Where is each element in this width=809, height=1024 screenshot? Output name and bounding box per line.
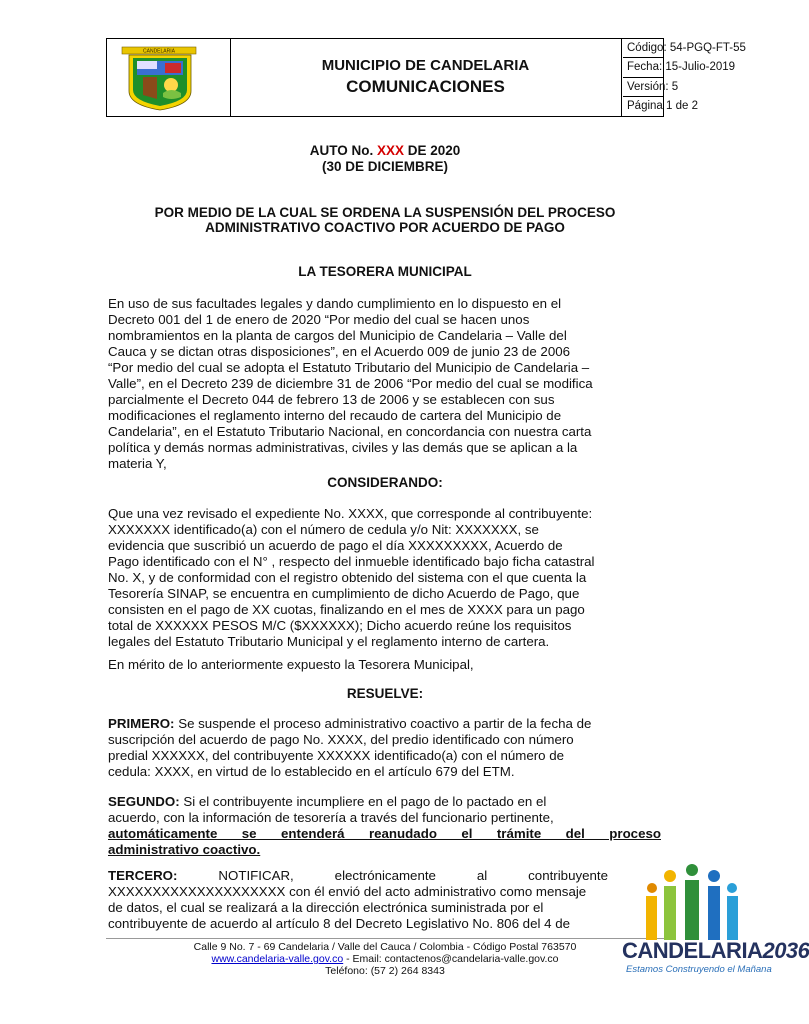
considerando-paragraph xyxy=(108,506,661,650)
intro-line: “Por medio del cual se adopta el Estatuto Tributario del Municipio de Candelaria – xyxy=(108,360,590,375)
article-line: XXXXXXXXXXXXXXXXXXXX con él envió del acto administrativo como mensaje xyxy=(108,884,587,899)
segundo-emphasis-1: automáticamente se entenderá reanudado el trámite del proceso xyxy=(108,826,661,841)
article-segundo xyxy=(108,794,661,858)
intro-line: política y demás normas administrativas, civiles y las demás que se aplican a la xyxy=(108,440,578,455)
website-link[interactable]: www.candelaria-valle.gov.co xyxy=(211,953,344,965)
intro-line: materia Y, xyxy=(108,456,167,471)
article-line: cedula: XXXX, en virtud de lo establecido en el artículo 679 del ETM. xyxy=(108,764,515,779)
intro-line: Decreto 001 del 1 de enero de 2020 “Por medio del cual se hacen unos xyxy=(108,312,530,327)
auto-number: XXX xyxy=(376,143,404,158)
considerando-line: Pago identificado con el N° , respecto del inmueble identificado bajo ficha catastral xyxy=(108,554,595,569)
doc-page: Página 1 de 2 xyxy=(627,99,698,112)
intro-line: parcialmente el Decreto 044 de febrero 13 de 2006 y se establecen con sus xyxy=(108,392,555,407)
article-line: de datos, el cual se realizará a la dirección electrónica suministrada por el xyxy=(108,900,544,915)
seal-ribbon-text: CANDELARIA xyxy=(143,48,175,55)
doc-date: Fecha: 15-Julio-2019 xyxy=(623,58,663,77)
org-name: MUNICIPIO DE CANDELARIA xyxy=(321,57,530,74)
considerando-line: No. X, y de conformidad con el registro obtenido del sistema con el que cuenta la xyxy=(108,570,587,585)
primero-label: PRIMERO: xyxy=(108,716,175,731)
intro-line: Candelaria”, en el Estatuto Tributario Nacional, en concordancia con nuestra carta xyxy=(108,424,592,439)
intro-line: modificaciones el reglamento interno del recaudo de cartera del Municipio de xyxy=(108,408,562,423)
doc-code: Código: 54-PGQ-FT-55 xyxy=(623,39,663,58)
considerando-line: XXXXXXX identificado(a) con el número de cedula y/o Nit: XXXXXXX, se xyxy=(108,522,539,537)
doc-version: Versión: 5 xyxy=(623,78,663,97)
considerando-line: total de XXXXXX PESOS M/C ($XXXXXX); Dicho acuerdo reúne los requisitos xyxy=(108,618,572,633)
municipal-seal-icon xyxy=(107,39,230,116)
merito-paragraph: En mérito de lo anteriormente expuesto la Tesorera Municipal, xyxy=(108,657,474,672)
intro-line: En uso de sus facultades legales y dando cumplimiento en lo dispuesto en el xyxy=(108,296,562,311)
footer-contact xyxy=(106,953,664,965)
intro-line: Cauca y se dictan otras disposiciones”, en el Acuerdo 009 de junio 23 de 2006 xyxy=(108,344,571,359)
tercero-label: TERCERO: xyxy=(108,868,178,883)
document-header xyxy=(106,38,746,117)
article-line: acuerdo, con la información de tesorería a través del funcionario pertinente, xyxy=(108,810,554,825)
footer-address: Calle 9 No. 7 - 69 Candelaria / Valle del Cauca / Colombia - Código Postal 763570 xyxy=(193,941,577,953)
intro-line: Valle”, en el Decreto 239 de diciembre 31 de 2006 “Por medio del cual se modifica xyxy=(108,376,593,391)
document-control-cell xyxy=(623,39,746,116)
brand-slogan: Estamos Construyendo el Mañana xyxy=(626,964,772,975)
considerando-line: Que una vez revisado el expediente No. XXXX, que corresponde al contribuyente: xyxy=(108,506,593,521)
candelaria-2036-logo xyxy=(622,862,809,1010)
article-primero xyxy=(108,716,661,780)
resuelve-heading: RESUELVE: xyxy=(346,686,424,701)
auto-title xyxy=(106,143,664,159)
segundo-label: SEGUNDO: xyxy=(108,794,180,809)
brand-year: 2036 xyxy=(762,938,809,963)
considerando-line: evidencia que suscribió un acuerdo de pago el día XXXXXXXXX, Acuerdo de xyxy=(108,538,563,553)
logo-cell xyxy=(107,39,231,116)
intro-line: nombramientos en la planta de cargos del Municipio de Candelaria – Valle del xyxy=(108,328,567,343)
auto-suffix: DE 2020 xyxy=(403,143,461,158)
article-line: predial XXXXXX, del contribuyente XXXXXX identificado(a) con el número de xyxy=(108,748,565,763)
people-figures-icon xyxy=(622,862,762,942)
footer-divider xyxy=(106,938,664,939)
considerando-line: legales del Estatuto Tributario Municipal y el reglamento interno de cartera. xyxy=(108,634,550,649)
considerando-line: Tesorería SINAP, se encuentra en cumplimiento de dicho Acuerdo de Pago, que xyxy=(108,586,580,601)
brand-name: CANDELARIA xyxy=(622,938,763,963)
article-line: Se suspende el proceso administrativo coactivo a partir de la fecha de xyxy=(174,716,592,731)
authority-heading: LA TESORERA MUNICIPAL xyxy=(298,264,472,279)
auto-date: (30 DE DICIEMBRE) xyxy=(321,159,448,174)
footer-email: - Email: contactenos@candelaria-valle.gov.co xyxy=(343,953,559,965)
header-title-cell xyxy=(230,39,622,116)
footer-phone: Teléfono: (57 2) 264 8343 xyxy=(325,965,445,977)
segundo-emphasis-2: administrativo coactivo. xyxy=(108,842,261,857)
org-department: COMUNICACIONES xyxy=(346,77,505,96)
auto-prefix: AUTO No. xyxy=(309,143,377,158)
considerando-line: consisten en el pago de XX cuotas, finalizando en el mes de XXXX para un pago xyxy=(108,602,585,617)
subject-line-2: ADMINISTRATIVO COACTIVO POR ACUERDO DE PAGO xyxy=(205,220,565,235)
intro-paragraph xyxy=(108,296,661,472)
article-line: contribuyente de acuerdo al artículo 8 del Decreto Legislativo No. 806 del 4 de xyxy=(108,916,570,931)
article-tercero xyxy=(108,868,608,932)
article-line: Si el contribuyente incumpliere en el pago de lo pactado en el xyxy=(179,794,547,809)
article-line: NOTIFICAR, electrónicamente al contribuyente xyxy=(177,868,608,883)
subject-line-1: POR MEDIO DE LA CUAL SE ORDENA LA SUSPENSIÓN DEL PROCESO xyxy=(154,205,616,220)
article-line: suscripción del acuerdo de pago No. XXXX, del predio identificado con número xyxy=(108,732,574,747)
considerando-heading: CONSIDERANDO: xyxy=(327,475,443,490)
